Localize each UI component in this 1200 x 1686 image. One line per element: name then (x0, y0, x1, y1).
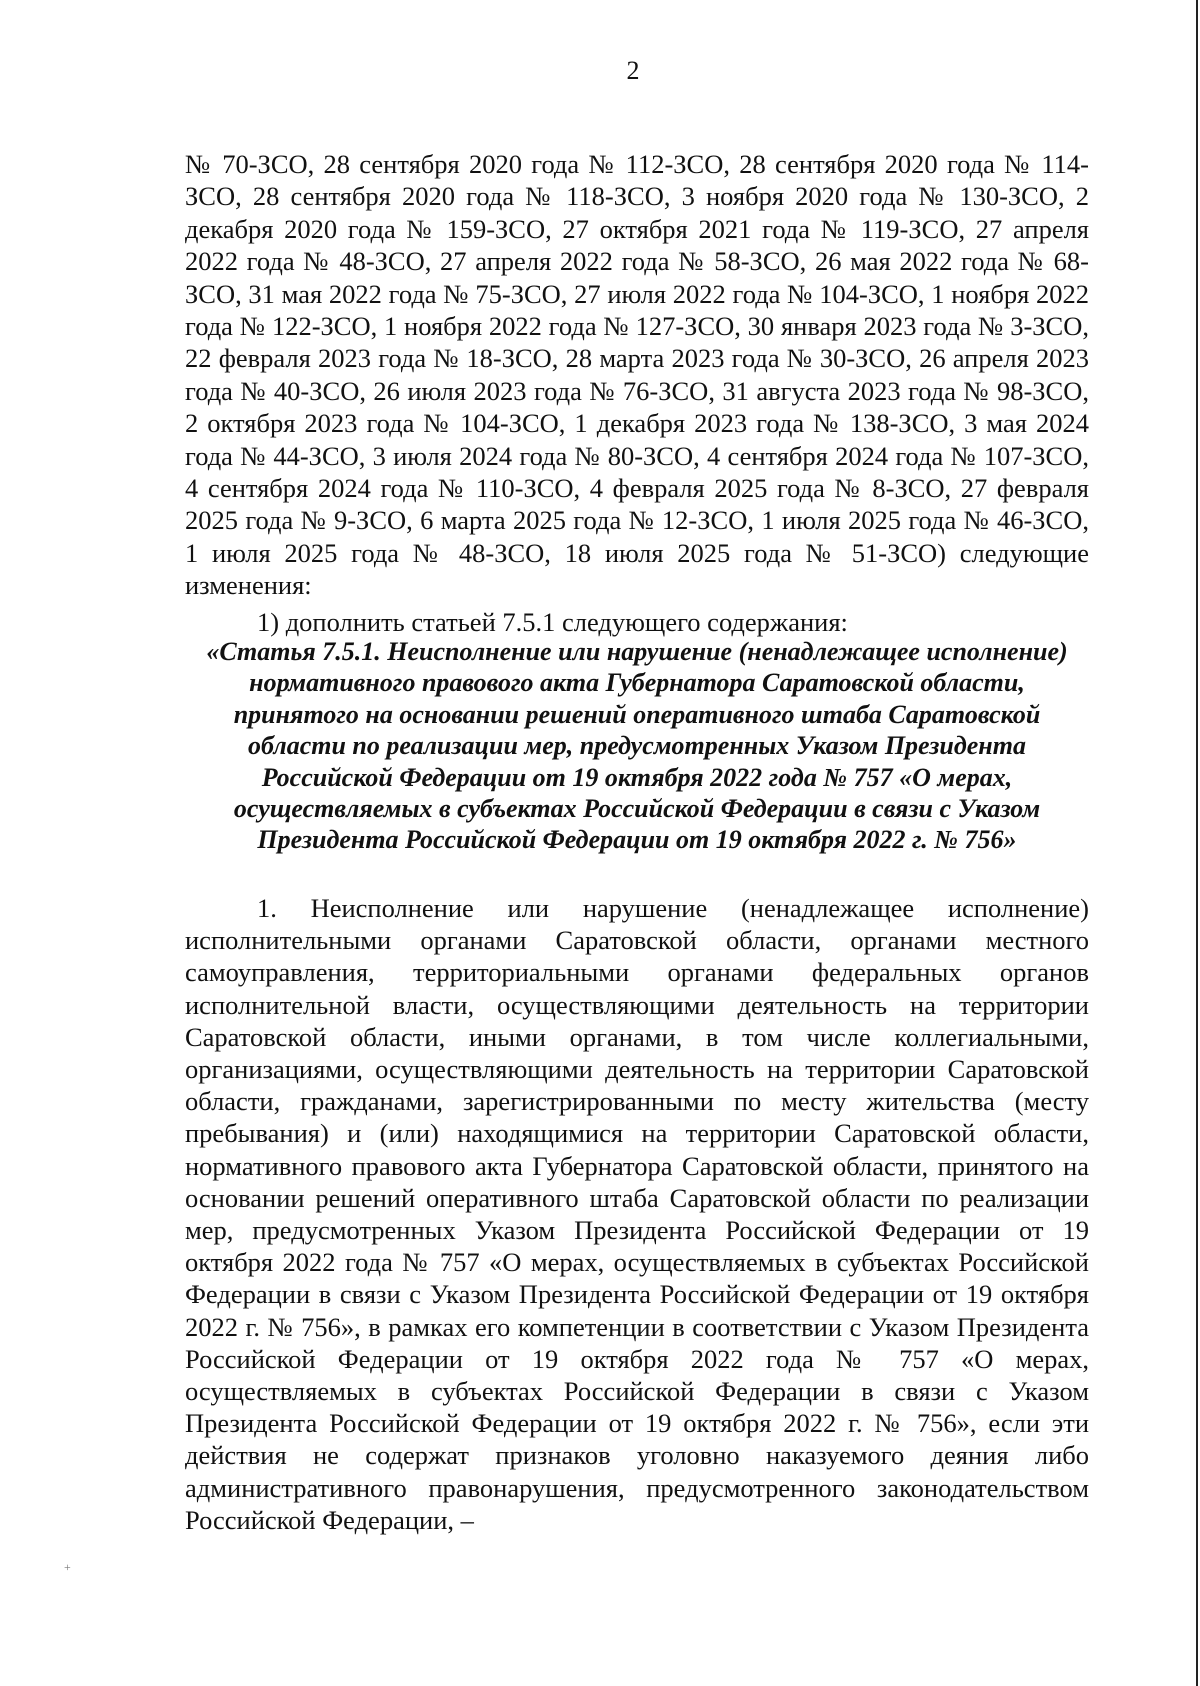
article-paragraph-1: 1. Неисполнение или нарушение (ненадлежащее исполнение) исполнительными органами Саратовской области, органами местного самоуправления, территориальными органами федеральных органов исполнительной власти, осуществляющими деятельность на территории Саратовской области, иными органами, в том числе коллегиальными, организациями, осуществляющими деятельность на территории Саратовской области, гражданами, зарегистрированными по месту жительства (месту пребывания) и (или) находящимися на территории Саратовской области, нормативного правового акта Губернатора Саратовской области, принятого на основании решений оперативного штаба Саратовской области по реализации мер, предусмотренных Указом Президента Российской Федерации от 19 октября 2022 года № 757 «О мерах, осуществляемых в субъектах Российской Федерации в связи с Указом Президента Российской Федерации от 19 октября 2022 г. № 756», в рамках его компетенции в соответствии с Указом Президента Российской Федерации от 19 октября 2022 года № 757 «О мерах, осуществляемых в субъектах Российской Федерации в связи с Указом Президента Российской Федерации от 19 октября 2022 г. № 756», если эти действия не содержат признаков уголовно наказуемого деяния либо административного правонарушения, предусмотренного законодательством Российской Федерации, – (185, 893, 1089, 1535)
scan-edge-line (1196, 0, 1198, 1686)
article-heading: «Статья 7.5.1. Неисполнение или нарушение (ненадлежащее исполнение) нормативного правового акта Губернатора Саратовской области, принятого на основании решений оперативного штаба Саратовской области по реализации мер, предусмотренных Указом Президента Российской Федерации от 19 октября 2022 года № 757 «О мерах, осуществляемых в субъектах Российской Федерации в связи с Указом Президента Российской Федерации от 19 октября 2022 г. № 756» (206, 637, 1068, 855)
amendments-list-paragraph: № 70-ЗСО, 28 сентября 2020 года № 112-ЗСО, 28 сентября 2020 года № 114-ЗСО, 28 сентября 2020 года № 118-ЗСО, 3 ноября 2020 года № 130-ЗСО, 2 декабря 2020 года № 159-ЗСО, 27 октября 2021 года № 119-ЗСО, 27 апреля 2022 года № 48-ЗСО, 27 апреля 2022 года № 58-ЗСО, 26 мая 2022 года № 68-ЗСО, 31 мая 2022 года № 75-ЗСО, 27 июля 2022 года № 104-ЗСО, 1 ноября 2022 года № 122-ЗСО, 1 ноября 2022 года № 127-ЗСО, 30 января 2023 года № 3-ЗСО, 22 февраля 2023 года № 18-ЗСО, 28 марта 2023 года № 30-ЗСО, 26 апреля 2023 года № 40-ЗСО, 26 июля 2023 года № 76-ЗСО, 31 августа 2023 года № 98-ЗСО, 2 октября 2023 года № 104-ЗСО, 1 декабря 2023 года № 138-ЗСО, 3 мая 2024 года № 44-ЗСО, 3 июля 2024 года № 80-ЗСО, 4 сентября 2024 года № 107-ЗСО, 4 сентября 2024 года № 110-ЗСО, 4 февраля 2025 года № 8-ЗСО, 27 февраля 2025 года № 9-ЗСО, 6 марта 2025 года № 12-ЗСО, 1 июля 2025 года № 46-ЗСО, 1 июля 2025 года № 48-ЗСО, 18 июля 2025 года № 51-ЗСО) следующие изменения: (185, 149, 1089, 601)
page-number: 2 (626, 56, 640, 85)
scan-speck: + (64, 1560, 71, 1574)
amendment-item-1: 1) дополнить статьей 7.5.1 следующего содержания: (257, 607, 848, 637)
